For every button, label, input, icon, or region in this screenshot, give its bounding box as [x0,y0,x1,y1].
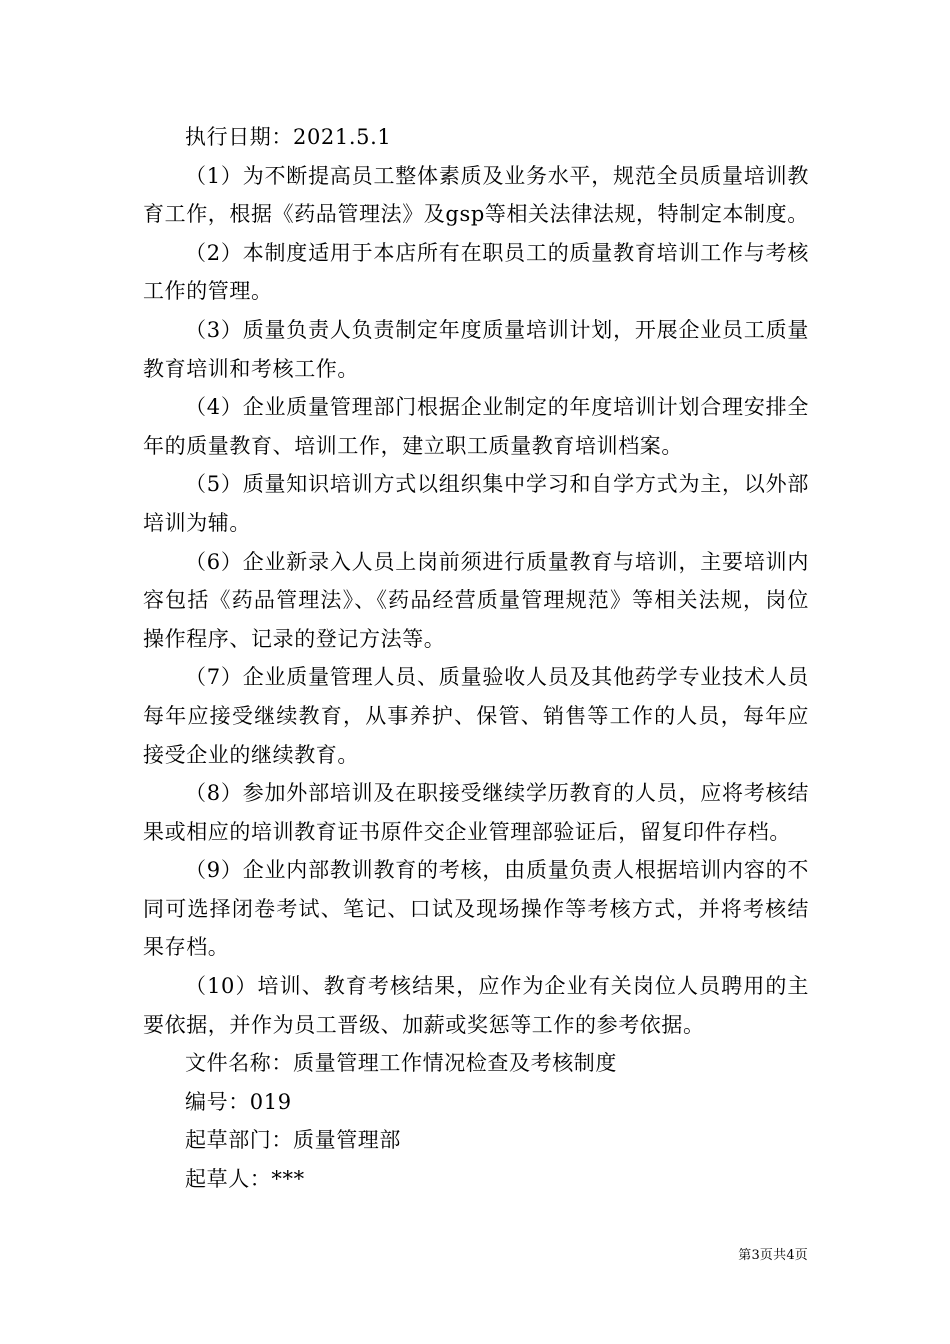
clause-8: （8）参加外部培训及在职接受继续学历教育的人员，应将考核结果或相应的培训教育证书原件交企业管理部验证后，留复印件存档。 [143,781,809,844]
clause-5: （5）质量知识培训方式以组织集中学习和自学方式为主，以外部培训为辅。 [143,472,809,535]
document-body [143,118,809,1199]
clause-9: （9）企业内部教训教育的考核，由质量负责人根据培训内容的不同可选择闭卷考试、笔记、口试及现场操作等考核方式，并将考核结果存档。 [143,858,809,960]
clause-7: （7）企业质量管理人员、质量验收人员及其他药学专业技术人员每年应接受继续教育，从事养护、保管、销售等工作的人员，每年应接受企业的继续教育。 [143,665,809,767]
clause-1: （1）为不断提高员工整体素质及业务水平，规范全员质量培训教育工作，根据《药品管理法》及gsp等相关法律法规，特制定本制度。 [143,163,809,227]
page-number-footer: 第3页共4页 [738,1248,808,1263]
file-number-line: 编号：019 [185,1089,292,1114]
drafter-line: 起草人：*** [185,1167,305,1192]
execution-date-line: 执行日期：2021.5.1 [185,125,392,149]
clause-3: （3）质量负责人负责制定年度质量培训计划，开展企业员工质量教育培训和考核工作。 [143,317,809,381]
clause-10: （10）培训、教育考核结果，应作为企业有关岗位人员聘用的主要依据，并作为员工晋级、加薪或奖惩等工作的参考依据。 [143,974,809,1037]
drafting-department-line: 起草部门：质量管理部 [185,1128,401,1153]
clause-2: （2）本制度适用于本店所有在职员工的质量教育培训工作与考核工作的管理。 [143,240,809,304]
clause-6: （6）企业新录入人员上岗前须进行质量教育与培训，主要培训内容包括《药品管理法》、《药品经营质量管理规范》等相关法规，岗位操作程序、记录的登记方法等。 [143,549,809,651]
file-name-line: 文件名称：质量管理工作情况检查及考核制度 [185,1051,617,1076]
clause-4: （4）企业质量管理部门根据企业制定的年度培训计划合理安排全年的质量教育、培训工作，建立职工质量教育培训档案。 [143,395,809,458]
